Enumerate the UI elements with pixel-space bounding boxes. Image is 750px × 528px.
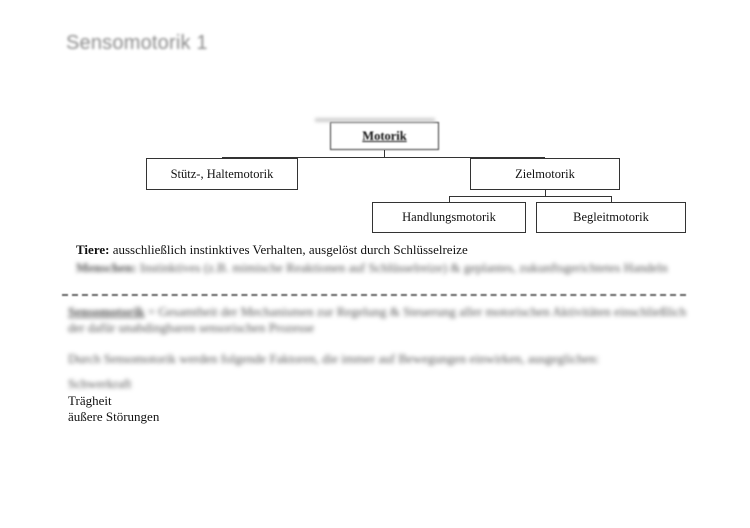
sensomotorik-definition: [68, 304, 688, 336]
diagram-node-zielmotorik: Zielmotorik: [470, 158, 620, 190]
page-title: Sensomotorik 1: [66, 32, 208, 54]
faktor-list-item: äußere Störungen: [68, 409, 160, 424]
tiere-label: Tiere:: [76, 242, 110, 257]
diagram-node-handlungsmotorik: Handlungsmotorik: [372, 202, 526, 233]
menschen-label: Menschen:: [76, 260, 137, 275]
menschen-paragraph: [76, 260, 686, 276]
faktor-list-item: Trägheit: [68, 393, 112, 408]
faktoren-intro: Durch Sensomotorik werden folgende Faktoren, die immer auf Bewegungen einwirken, ausgeglichen:: [68, 351, 600, 366]
diagram-node-motorik: Motorik: [330, 122, 439, 150]
sensomotorik-label: Sensomotorik: [68, 304, 145, 319]
tiere-text: ausschließlich instinktives Verhalten, ausgelöst durch Schlüsselreize: [109, 242, 468, 257]
connector-l2-horizontal: [449, 196, 611, 197]
diagram-node-begleitmotorik: Begleitmotorik: [536, 202, 686, 233]
sensomotorik-text: = Gesamtheit der Mechanismen zur Regelung & Steuerung aller motorischen Aktivitäten einschließlich der dafür unabdingbaren sensorischen Prozesse: [68, 304, 687, 335]
tiere-paragraph: [76, 242, 468, 258]
diagram-node-stuetz-haltemotorik: Stütz-, Haltemotorik: [146, 158, 298, 190]
connector-root-down: [384, 150, 385, 157]
faktor-list-item: Schwerkraft: [68, 376, 132, 391]
dashed-divider: [62, 294, 686, 296]
menschen-text: Instinktives (z.B. mimische Reaktionen auf Schlüsselreize) & geplantes, zukunftsgerichtetes Handeln: [136, 260, 668, 275]
